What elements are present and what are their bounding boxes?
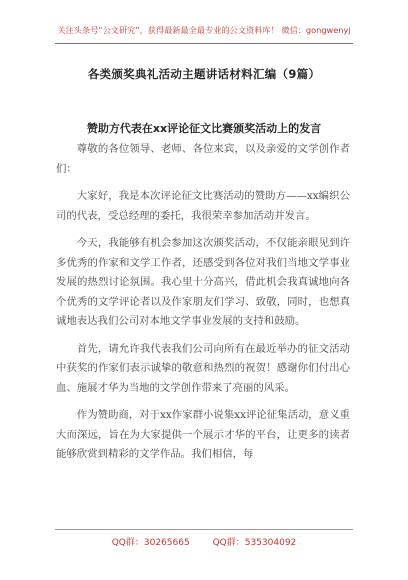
paragraph: 尊敬的各位领导、老师、各位来宾，以及亲爱的文学创作者们： [56,143,350,175]
document-title: 各类颁奖典礼活动主题讲话材料汇编（9篇） [87,67,321,81]
paragraph: 今天，我能够有机会参加这次颁奖活动，不仅能亲眼见到许多优秀的作家和文学工作者，还感受到各位对我们当地文学事业发展的热烈讨论氛围。我心里十分高兴，借此机会我真诚地向各个优秀的文学评论者以及作家朋友们学习、致敬，同时，也想真诚地表达我们公司对本地文学事业发展的支持和鼓励。 [56,237,350,327]
paragraph: 首先，请允许我代表我们公司向所有在最近举办的征文活动中获奖的作家们表示诚挚的敬意和热烈的祝贺！感谢你们付出心血、施展才华为当地的文学创作带来了亮丽的风采。 [56,342,350,394]
header-note: 关注头条号“公文研究”，获得最新最全最专业的公文资料库！ 微信：gongwenyj [57,25,351,35]
footer [0,535,408,548]
paragraph: 作为赞助商，对于xx作家群小说集xx评论征集活动，意义重大而深远，旨在为大家提供一个展示才华的平台，让更多的读者能够欣赏到精彩的文学作品。我们相信，每 [56,409,350,460]
qq-group-2: QQ群：535304092 [212,538,297,548]
qq-group-1: QQ群：30265665 [111,538,190,548]
speech-title: 赞助方代表在xx评论征文比赛颁奖活动上的发言 [86,122,322,135]
paragraph: 大家好，我是本次评论征文比赛活动的赞助方——xx编织公司的代表，受总经理的委托，我很荣幸参加活动并发言。 [56,190,350,222]
header-divider [55,43,353,44]
footer-divider [55,529,353,530]
speech-body [56,140,350,473]
